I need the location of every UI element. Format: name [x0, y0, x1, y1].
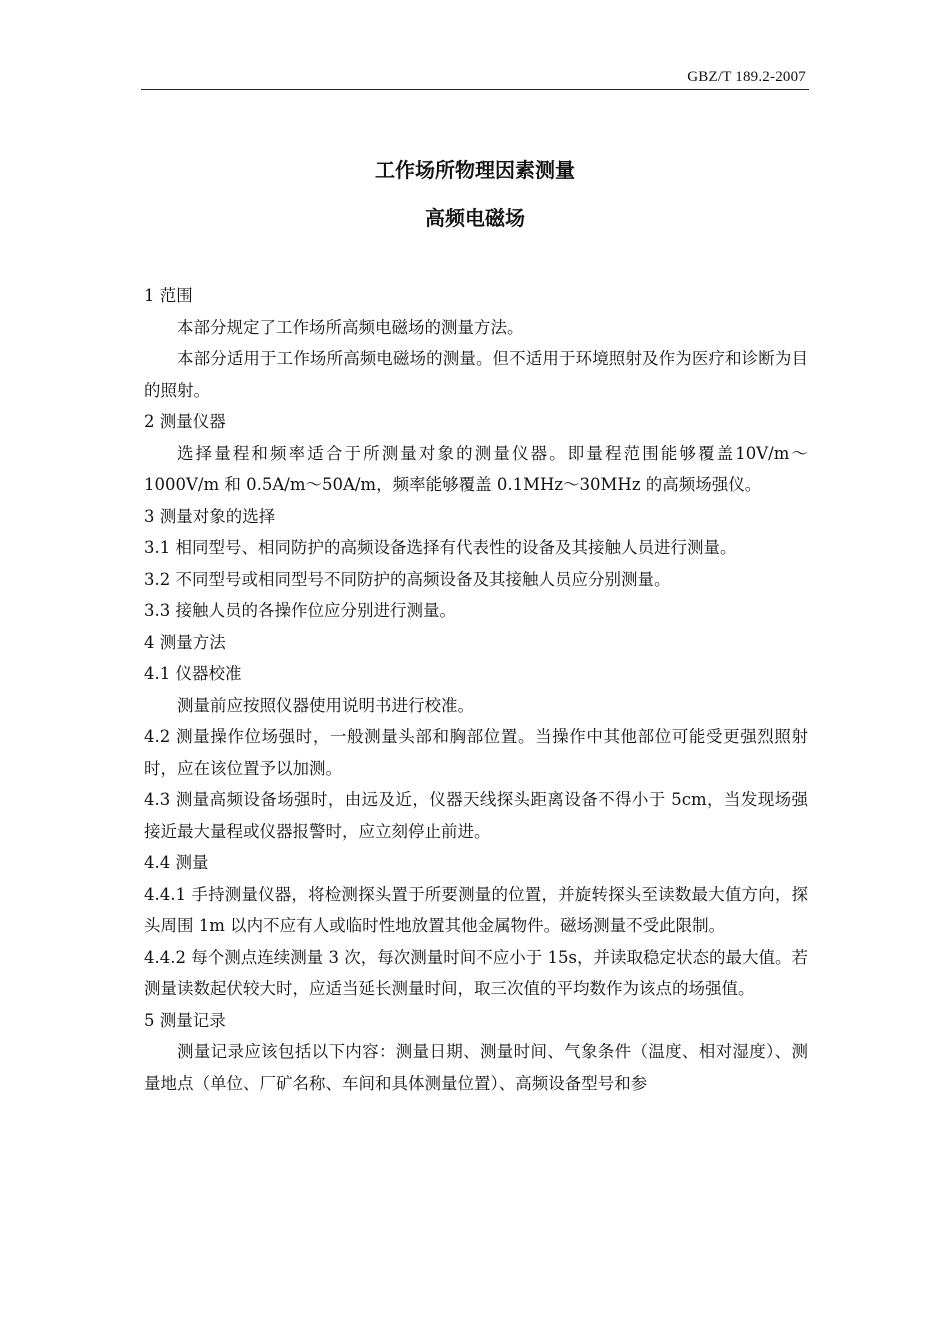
paragraph: 本部分规定了工作场所高频电磁场的测量方法。	[177, 317, 524, 337]
section-heading: 2 测量仪器	[144, 412, 226, 431]
clause: 4.2 测量操作位场强时，一般测量头部和胸部位置。当操作中其他部位可能受更强烈照射时，应在该位置予以加测。	[144, 727, 808, 778]
clause: 3.1 相同型号、相同防护的高频设备选择有代表性的设备及其接触人员进行测量。	[144, 538, 737, 557]
clause: 4.3 测量高频设备场强时，由远及近，仪器天线探头距离设备不得小于 5cm，当发现场强接近最大量程或仪器报警时，应立刻停止前进。	[144, 790, 808, 841]
paragraph: 测量记录应该包括以下内容：测量日期、测量时间、气象条件（温度、相对湿度）、测量地点（单位、厂矿名称、车间和具体测量位置）、高频设备型号和参	[144, 1042, 808, 1093]
clause: 3.2 不同型号或相同型号不同防护的高频设备及其接触人员应分别测量。	[144, 569, 671, 589]
paragraph: 选择量程和频率适合于所测量对象的测量仪器。即量程范围能够覆盖10V/m～1000V/m 和 0.5A/m～50A/m，频率能够覆盖 0.1MHz～30MHz 的高频场强仪。	[144, 443, 808, 494]
section-heading: 4 测量方法	[144, 632, 226, 652]
paragraph: 测量前应按照仪器使用说明书进行校准。	[177, 695, 474, 715]
clause: 3.3 接触人员的各操作位应分别进行测量。	[144, 601, 456, 620]
clause: 4.4.1 手持测量仪器，将检测探头置于所要测量的位置，并旋转探头至读数最大值方向，探头周围 1m 以内不应有人或临时性地放置其他金属物件。磁场测量不受此限制。	[144, 884, 808, 935]
section-heading: 1 范围	[144, 286, 193, 305]
section-heading: 3 测量对象的选择	[144, 506, 276, 526]
paragraph: 本部分适用于工作场所高频电磁场的测量。但不适用于环境照射及作为医疗和诊断为目的照射。	[144, 349, 808, 400]
header-divider	[141, 89, 809, 90]
section-heading: 5 测量记录	[144, 1010, 226, 1030]
standard-code: GBZ/T 189.2-2007	[687, 69, 806, 85]
subsection-heading: 4.4 测量	[144, 853, 209, 872]
document-title: 工作场所物理因素测量	[375, 158, 575, 182]
document-subtitle: 高频电磁场	[425, 206, 525, 230]
document-body	[144, 280, 808, 1099]
subsection-heading: 4.1 仪器校准	[144, 664, 242, 683]
clause: 4.4.2 每个测点连续测量 3 次，每次测量时间不应小于 15s，并读取稳定状态的最大值。若测量读数起伏较大时，应适当延长测量时间，取三次值的平均数作为该点的场强值。	[144, 947, 808, 998]
